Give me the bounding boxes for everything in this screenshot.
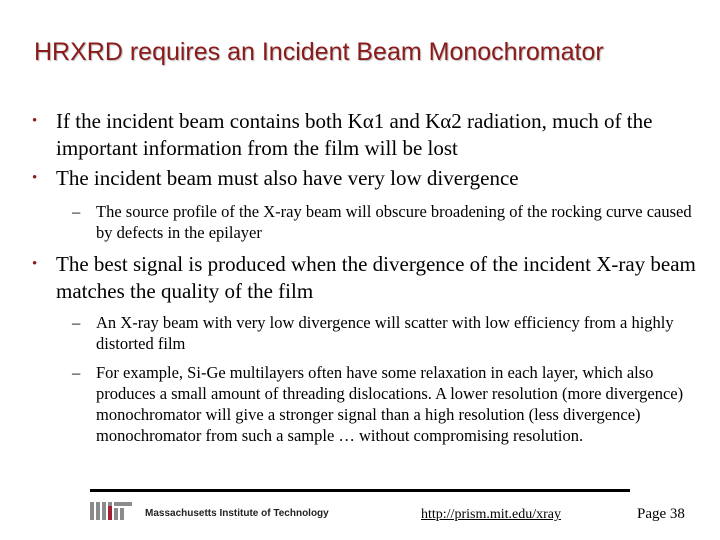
mit-logo-icon [90,500,134,522]
mit-logo [90,500,134,522]
subbullet-text: An X-ray beam with very low divergence will scatter with low efficiency from a highly distorted film [96,313,674,353]
subbullet-2 [72,312,696,354]
bullet-marker: • [32,170,38,186]
bullet-marker: • [32,256,38,272]
bullet-3 [32,251,706,305]
bullet-text: The best signal is produced when the divergence of the incident X-ray beam matches the quality of the film [56,252,696,303]
bullet-marker: • [32,113,38,129]
bullet-text: If the incident beam contains both Kα1 and Kα2 radiation, much of the important information from the film will be lost [56,109,653,160]
subbullet-marker: – [72,313,81,332]
subbullet-text: For example, Si-Ge multilayers often have some relaxation in each layer, which also produces a small amount of threading dislocations. A lower resolution (more divergence) monochromator will give a stronger signal than a high resolution (less divergence) monochromator from such a sample … without compromising resolution. [96,363,684,445]
subbullet-marker: – [72,363,81,382]
subbullet-text: The source profile of the X-ray beam will obscure broadening of the rocking curve caused by defects in the epilayer [96,202,692,242]
subbullet-1 [72,201,696,243]
slide-title: HRXRD requires an Incident Beam Monochromator [34,38,604,66]
page-number: Page 38 [637,506,685,522]
bullet-1 [32,108,706,162]
bullet-text: The incident beam must also have very low divergence [56,166,519,190]
institute-name: Massachusetts Institute of Technology [145,508,329,519]
bullet-2 [32,165,706,192]
footer-divider [90,489,630,492]
subbullet-3 [72,362,696,446]
footer-url-link[interactable]: http://prism.mit.edu/xray [421,507,561,522]
subbullet-marker: – [72,202,81,221]
